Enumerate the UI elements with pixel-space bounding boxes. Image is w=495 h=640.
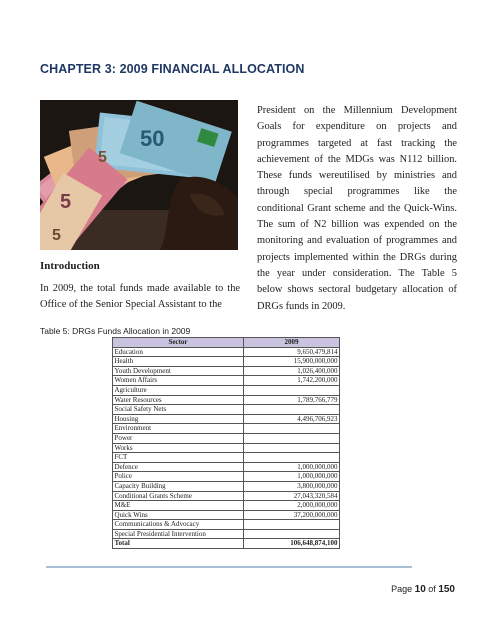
amount-cell: 27,043,320,584 [244,491,340,501]
sector-cell: Women Affairs [113,376,244,386]
of-word: of [428,584,436,594]
sector-cell: Capacity Building [113,481,244,491]
intro-paragraph-left: In 2009, the total funds made available to the Office of the Senior Special Assistant to the [40,283,240,310]
amount-cell: 4,496,706,923 [244,414,340,424]
sector-cell: Special Presidential Intervention [113,529,244,539]
table-header-row [113,338,340,348]
allocation-table [112,337,340,549]
banknotes-photo [40,100,238,250]
total-label: Total [113,539,244,549]
sector-cell: Agriculture [113,385,244,395]
sector-cell: Power [113,433,244,443]
allocation-table-container [112,337,340,549]
table-row [113,405,340,415]
sector-cell: Environment [113,424,244,434]
sector-cell: FCT [113,453,244,463]
table-row [113,357,340,367]
table-row [113,501,340,511]
table-row [113,472,340,482]
table-row [113,347,340,357]
bottom-divider [46,566,412,568]
header-sector: Sector [113,338,244,348]
sector-cell: Health [113,357,244,367]
table-row [113,453,340,463]
sector-cell: Education [113,347,244,357]
table-caption: Table 5: DRGs Funds Allocation in 2009 [40,326,191,336]
sector-cell: Youth Development [113,366,244,376]
section-heading-introduction: Introduction [40,260,100,272]
total-amount: 106,648,874,100 [244,539,340,549]
table-row [113,520,340,530]
table-row [113,414,340,424]
sector-cell: Conditional Grants Scheme [113,491,244,501]
amount-cell: 9,650,479,814 [244,347,340,357]
banknote-label: 50 [140,126,165,151]
banknotes-image [40,100,238,250]
header-year: 2009 [244,338,340,348]
table-total-row [113,539,340,549]
table-row [113,395,340,405]
sector-cell: Housing [113,414,244,424]
amount-cell: 1,000,000,000 [244,462,340,472]
table-row [113,443,340,453]
amount-cell [244,443,340,453]
amount-cell [244,520,340,530]
total-pages: 150 [438,584,455,595]
sector-cell: M&E [113,501,244,511]
banknote-label: 5 [98,149,107,166]
amount-cell: 15,900,000,000 [244,357,340,367]
amount-cell: 37,200,000,000 [244,510,340,520]
amount-cell [244,453,340,463]
amount-cell [244,405,340,415]
amount-cell: 1,789,766,779 [244,395,340,405]
table-row [113,424,340,434]
table-row [113,376,340,386]
table-row [113,529,340,539]
banknote-label: 5 [60,191,72,213]
amount-cell: 1,026,400,000 [244,366,340,376]
table-row [113,385,340,395]
sector-cell: Social Safety Nets [113,405,244,415]
amount-cell [244,424,340,434]
amount-cell [244,385,340,395]
sector-cell: Defence [113,462,244,472]
sector-cell: Police [113,472,244,482]
table-row [113,433,340,443]
amount-cell: 3,800,000,000 [244,481,340,491]
chapter-title: CHAPTER 3: 2009 FINANCIAL ALLOCATION [40,62,305,76]
sector-cell: Communications & Advocacy [113,520,244,530]
intro-paragraph-right: President on the Millennium Development Goals for expenditure on projects and programmes targeted at fast tracking the achievement of the MDGs was N112 billion. These funds wereutilised by ministries and through special programmes like the conditional Grant scheme and the Quick-Wins. The sum of N2 billion was expended on the monitoring and evaluation of programmes and projects implemented within the DRGs during the year under consideration. The Table 5 below shows sectoral budgetary allocation of DRGs funds in 2009. [257,105,457,312]
page-word: Page [391,584,413,594]
amount-cell [244,529,340,539]
amount-cell: 1,742,200,000 [244,376,340,386]
table-row [113,491,340,501]
banknote-label: 5 [52,227,61,244]
table-row [113,481,340,491]
sector-cell: Quick Wins [113,510,244,520]
amount-cell [244,433,340,443]
amount-cell: 1,000,000,000 [244,472,340,482]
page-number [391,584,455,595]
table-row [113,462,340,472]
amount-cell: 2,000,000,000 [244,501,340,511]
table-row [113,510,340,520]
sector-cell: Water Resources [113,395,244,405]
sector-cell: Works [113,443,244,453]
current-page: 10 [414,584,426,595]
table-row [113,366,340,376]
